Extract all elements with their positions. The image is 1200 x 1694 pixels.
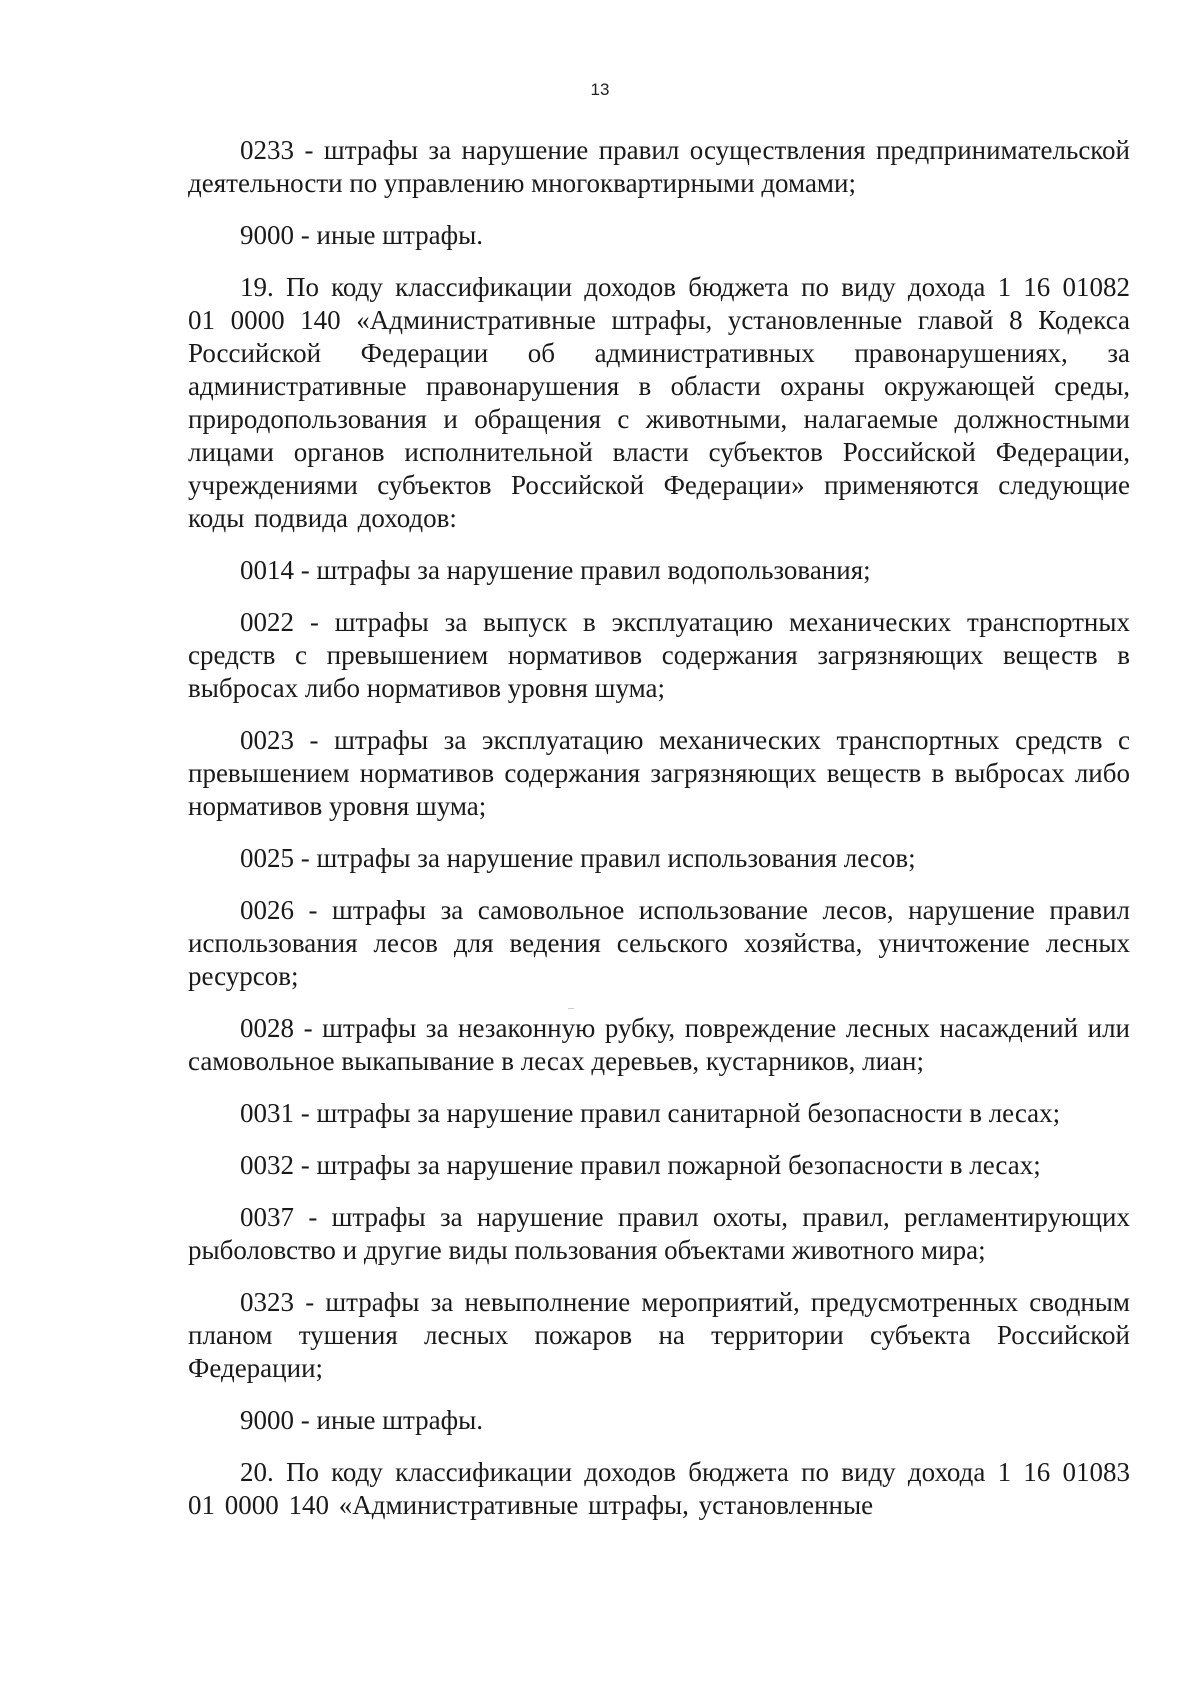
page-number: 13: [590, 80, 610, 99]
scan-artifact: [568, 1008, 574, 1009]
paragraph-code-0025: 0025 - штрафы за нарушение правил использования лесов;: [240, 843, 916, 873]
paragraph-code-9000-second: 9000 - иные штрафы.: [240, 1405, 484, 1435]
paragraph-code-0031: 0031 - штрафы за нарушение правил санитарной безопасности в лесах;: [240, 1098, 1061, 1128]
paragraph-code-0037: 0037 - штрафы за нарушение правил охоты, правил, регламентирующих рыболовство и другие виды пользования объектами животного мира;: [188, 1202, 1130, 1265]
paragraph-code-0026: 0026 - штрафы за самовольное использование лесов, нарушение правил использования лесов для ведения сельского хозяйства, уничтожение лесных ресурсов;: [188, 895, 1130, 991]
paragraph-item-19: 19. По коду классификации доходов бюджета по виду дохода 1 16 01082 01 0000 140 «Административные штрафы, установленные главой 8 Кодекса Российской Федерации об административных правонарушениях, за административные правонарушения в области охраны окружающей среды, природопользования и обращения с животными, налагаемые должностными лицами органов исполнительной власти субъектов Российской Федерации, учреждениями субъектов Российской Федерации» применяются следующие коды подвида доходов:: [188, 272, 1130, 533]
paragraph-code-0323: 0323 - штрафы за невыполнение мероприятий, предусмотренных сводным планом тушения лесных пожаров на территории субъекта Российской Федерации;: [188, 1287, 1130, 1383]
paragraph-code-0032: 0032 - штрафы за нарушение правил пожарной безопасности в лесах;: [240, 1150, 1041, 1180]
document-body: [188, 134, 1130, 1541]
paragraph-code-0014: 0014 - штрафы за нарушение правил водопользования;: [240, 555, 871, 585]
paragraph-code-0022: 0022 - штрафы за выпуск в эксплуатацию механических транспортных средств с превышением нормативов содержания загрязняющих веществ в выбросах либо нормативов уровня шума;: [188, 607, 1130, 703]
paragraph-item-20: 20. По коду классификации доходов бюджета по виду дохода 1 16 01083 01 0000 140 «Административные штрафы, установленные: [188, 1457, 1130, 1520]
paragraph-code-9000-first: 9000 - иные штрафы.: [240, 220, 484, 250]
paragraph-code-0028: 0028 - штрафы за незаконную рубку, повреждение лесных насаждений или самовольное выкапывание в лесах деревьев, кустарников, лиан;: [188, 1013, 1130, 1076]
paragraph-code-0233: 0233 - штрафы за нарушение правил осуществления предпринимательской деятельности по управлению многоквартирными домами;: [188, 135, 1130, 198]
paragraph-code-0023: 0023 - штрафы за эксплуатацию механических транспортных средств с превышением нормативов содержания загрязняющих веществ в выбросах либо нормативов уровня шума;: [188, 725, 1130, 821]
